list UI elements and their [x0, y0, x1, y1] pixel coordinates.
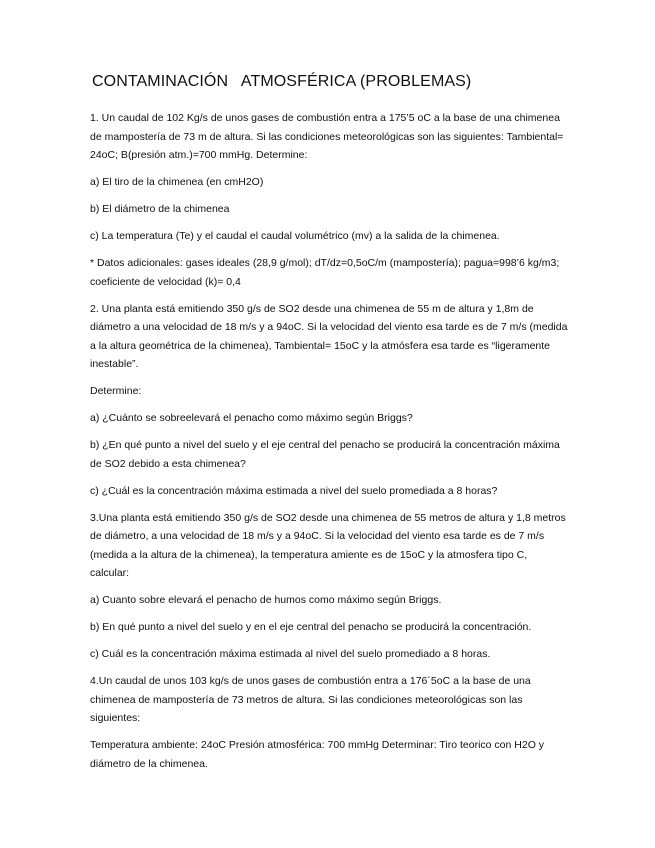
problem-2-determine-label: Determine: [90, 385, 142, 397]
problem-4-statement: 4.Un caudal de unos 103 kg/s de unos gases de combustión entra a 176´5oC a la base de una chimenea de mampostería de 73 metros de altura. Si las condiciones meteorológicas son las siguientes: [90, 675, 531, 724]
problem-4-conditions: Temperatura ambiente: 24oC Presión atmosférica: 700 mmHg Determinar: Tiro teorico con H2O y diámetro de la chimenea. [90, 739, 545, 770]
problem-3-question-b: b) En qué punto a nivel del suelo y en el eje central del penacho se producirá la concentración. [90, 621, 532, 633]
problem-3-question-a: a) Cuanto sobre elevará el penacho de humos como máximo según Briggs. [90, 594, 442, 606]
document-body [90, 109, 568, 782]
problem-2-statement: 2. Una planta está emitiendo 350 g/s de SO2 desde una chimenea de 55 m de altura y 1,8m de diámetro a una velocidad de 18 m/s y a 94oC. Si la velocidad del viento esa tarde es de 7 m/s (medida a la altura geométrica de la chimenea), Tambiental= 15oC y la atmósfera esa tarde es “ligeramente inestable”. [90, 302, 568, 370]
problem-2-question-b: b) ¿En qué punto a nivel del suelo y el eje central del penacho se producirá la concentración máxima de SO2 debido a esta chimenea? [90, 439, 560, 470]
problem-2-question-c: c) ¿Cuál es la concentración máxima estimada a nivel del suelo promediada a 8 horas? [90, 484, 498, 497]
problem-1-question-b: b) El diámetro de la chimenea [90, 203, 230, 215]
problem-1-statement: 1. Un caudal de 102 Kg/s de unos gases de combustión entra a 175’5 oC a la base de una chimenea de mampostería de 73 m de altura. Si las condiciones meteorológicas son las siguientes: Tambiental= 24oC; B(presión atm.)=700 mmHg. Determine: [90, 112, 564, 161]
document-title: CONTAMINACIÓN ATMOSFÉRICA (PROBLEMAS) [92, 73, 472, 90]
problem-1-additional-data: * Datos adicionales: gases ideales (28,9 g/mol); dT/dz=0,5oC/m (mampostería); pagua=998’6 kg/m3; coeficiente de velocidad (k)= 0,4 [90, 257, 560, 288]
problem-3-question-c: c) Cuál es la concentración máxima estimada al nivel del suelo promediado a 8 horas. [90, 648, 491, 660]
problem-1-question-c: c) La temperatura (Te) y el caudal el caudal volumétrico (mv) a la salida de la chimenea. [90, 230, 500, 242]
problem-3-statement: 3.Una planta está emitiendo 350 g/s de SO2 desde una chimenea de 55 metros de altura y 1,8 metros de diámetro, a una velocidad de 18 m/s y a 94oC. Si la velocidad del viento esa tarde es de 7 m/s (medida a la altura de la chimenea), la temperatura amiente es de 15oC y la atmosfera tipo C, calcular: [90, 511, 566, 579]
problem-2-question-a: a) ¿Cuánto se sobreelevará el penacho como máximo según Briggs? [90, 412, 413, 424]
problem-1-question-a: a) El tiro de la chimenea (en cmH2O) [90, 176, 264, 188]
